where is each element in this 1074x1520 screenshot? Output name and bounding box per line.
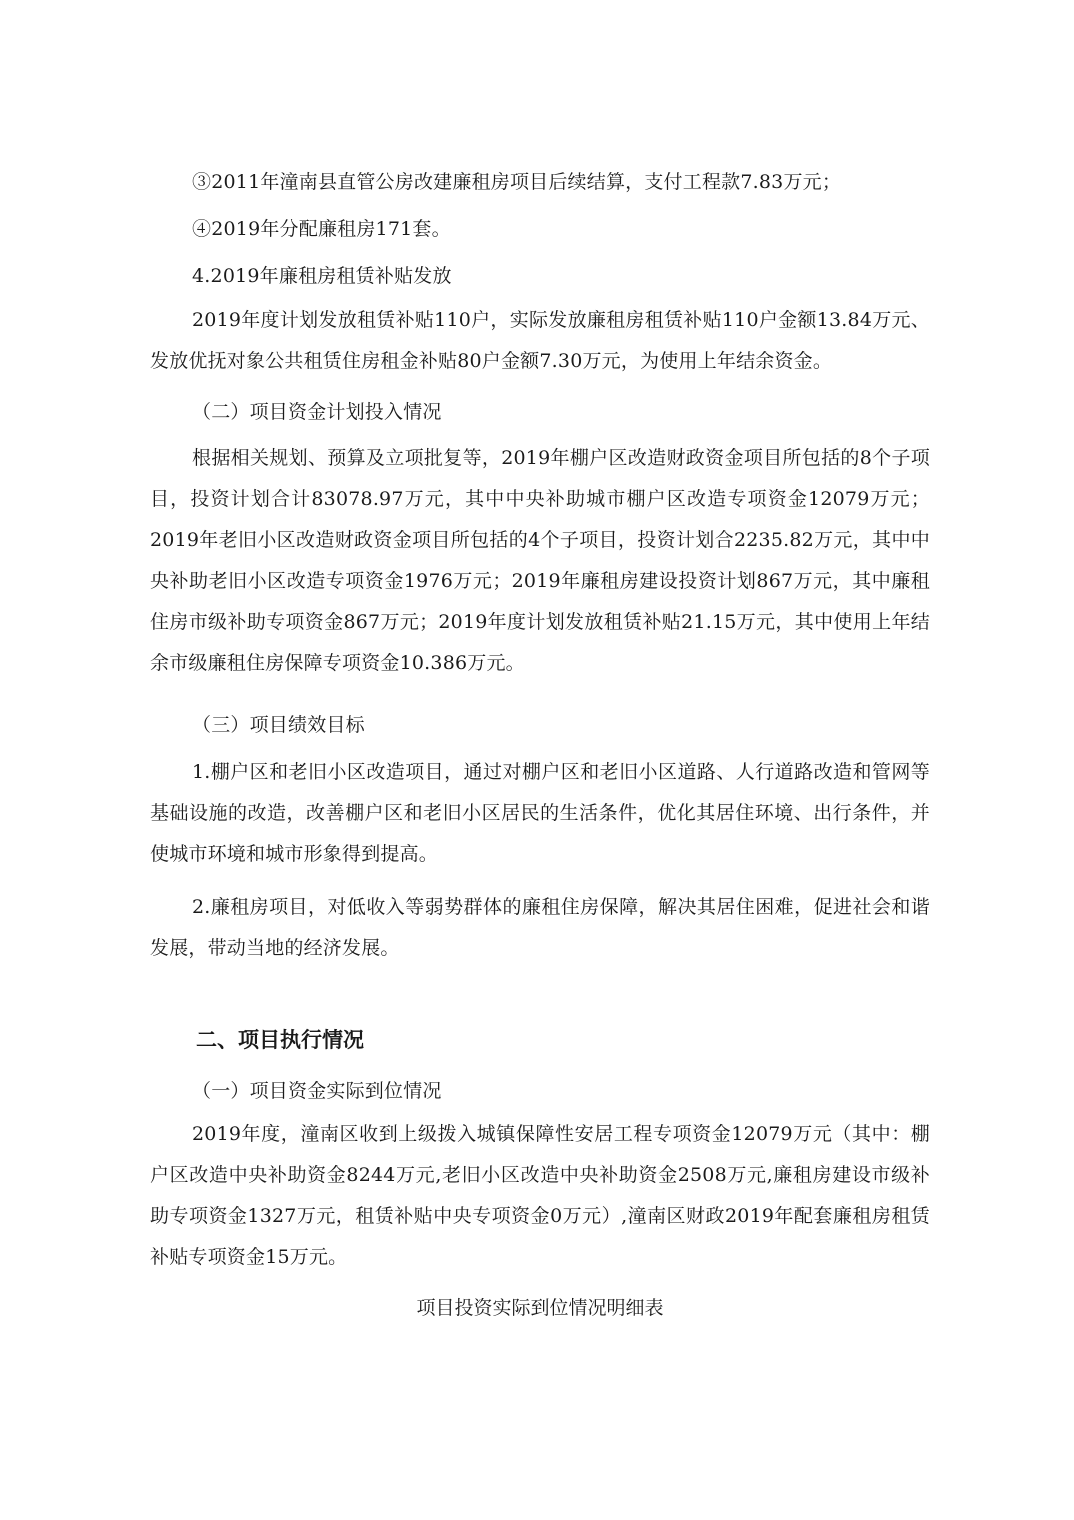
section-heading-funds-received: （一）项目资金实际到位情况 [192,1080,442,1102]
table-caption: 项目投资实际到位情况明细表 [416,1297,664,1319]
paragraph-rent-subsidy: 2019年度计划发放租赁补贴110户，实际发放廉租房租赁补贴110户金额13.84万元、发放优抚对象公共租赁住房租金补贴80户金额7.30万元，为使用上年结余资金。 [150,309,930,372]
section-heading-performance-goals: （三）项目绩效目标 [192,714,365,736]
paragraph-allocation: ④2019年分配廉租房171套。 [192,218,451,240]
section-heading-funding-plan: （二）项目资金计划投入情况 [192,401,442,423]
paragraph-goal-renovation: 1.棚户区和老旧小区改造项目，通过对棚户区和老旧小区道路、人行道路改造和管网等基础设施的改造，改善棚户区和老旧小区居民的生活条件，优化其居住环境、出行条件，并使城市环境和城市形象得到提高。 [150,761,930,865]
paragraph-settlement: ③2011年潼南县直管公房改建廉租房项目后续结算，支付工程款7.83万元； [192,171,842,193]
paragraph-funding-plan: 根据相关规划、预算及立项批复等，2019年棚户区改造财政资金项目所包括的8个子项目，投资计划合计83078.97万元，其中中央补助城市棚户区改造专项资金12079万元；2019年老旧小区改造财政资金项目所包括的4个子项目，投资计划合2235.82万元，其中中央补助老旧小区改造专项资金1976万元；2019年廉租房建设投资计划867万元，其中廉租住房市级补助专项资金867万元；2019年度计划发放租赁补贴21.15万元，其中使用上年结余市级廉租住房保障专项资金10.386万元。 [150,447,930,674]
paragraph-funds-received: 2019年度，潼南区收到上级拨入城镇保障性安居工程专项资金12079万元（其中：棚户区改造中央补助资金8244万元,老旧小区改造中央补助资金2508万元,廉租房建设市级补助专项资金1327万元，租赁补贴中央专项资金0万元）,潼南区财政2019年配套廉租房租赁补贴专项资金15万元。 [150,1123,930,1268]
document-page [150,0,940,1520]
paragraph-goal-low-rent: 2.廉租房项目，对低收入等弱势群体的廉租住房保障，解决其居住困难，促进社会和谐发展，带动当地的经济发展。 [150,896,930,959]
section-heading-execution: 二、项目执行情况 [196,1028,364,1052]
subheading-rent-subsidy: 4.2019年廉租房租赁补贴发放 [192,265,452,287]
